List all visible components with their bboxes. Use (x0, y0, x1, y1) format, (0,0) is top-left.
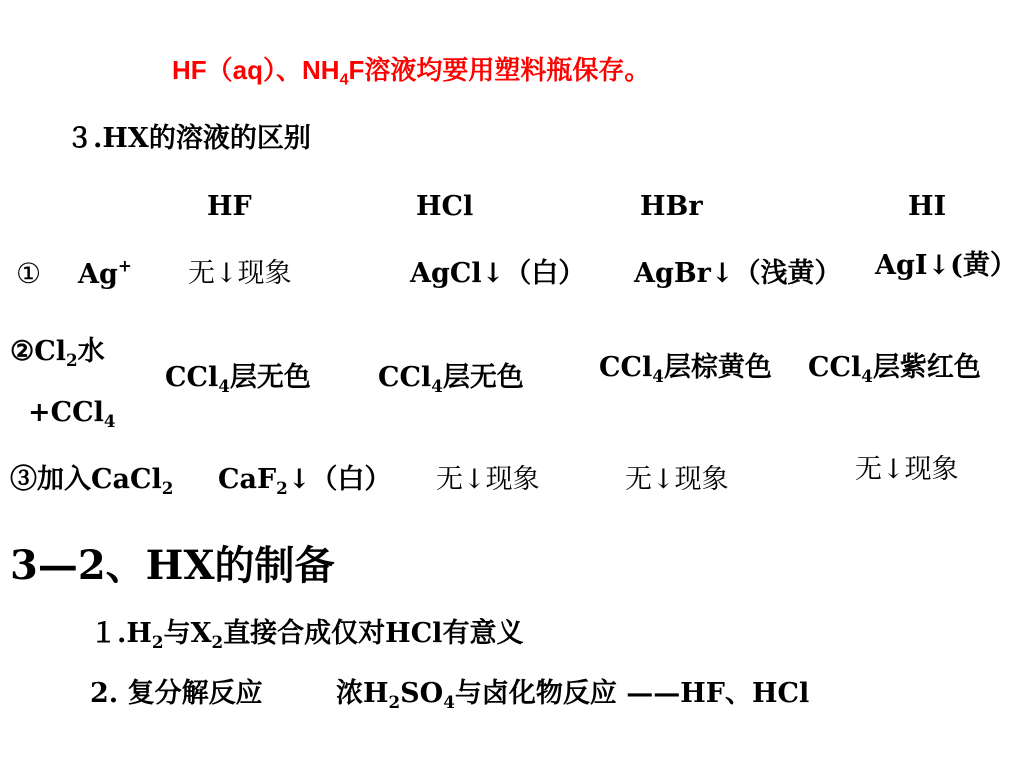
row2-hbr-pre: CCl (599, 352, 653, 383)
row2-hf-post: 层无色 (229, 362, 311, 393)
prep-item-1-mid: 与X (163, 618, 212, 649)
row3-hf-post: ↓（白） (287, 464, 392, 495)
row2-label-a-sub: 2 (65, 349, 78, 370)
row3-hf-pre: CaF (218, 464, 277, 495)
row2-hbr-post: 层棕黄色 (663, 352, 772, 383)
row2-hcl (378, 362, 524, 396)
storage-note (172, 55, 651, 89)
prep-item-2-sub2: 4 (443, 691, 455, 712)
row2-hbr-sub: 4 (652, 365, 664, 386)
section-3-title: ３.HX的溶液的区别 (66, 123, 311, 154)
prep-item-2-label: 2. 复分解反应 (90, 678, 263, 709)
row3-hf-sub: 2 (276, 477, 288, 498)
row3-hf (218, 464, 392, 498)
storage-note-sub: 4 (339, 70, 349, 89)
prep-item-2-desc (336, 678, 810, 712)
row2-hcl-post: 层无色 (442, 362, 524, 393)
row2-hf-sub: 4 (218, 375, 230, 396)
row2-label-a (10, 336, 105, 370)
header-hbr: HBr (640, 191, 703, 222)
row1-label: ① (16, 257, 42, 290)
row1-hcl: AgCl↓（白） (410, 258, 586, 289)
header-hcl: HCl (416, 191, 474, 222)
row3-hi: 无↓现象 (855, 454, 959, 485)
row1-reagent-text: Ag (78, 259, 118, 290)
prep-item-1-post: 直接合成仅对HCl有意义 (223, 618, 524, 649)
row3-hcl: 无↓现象 (436, 464, 540, 495)
row1-hf: 无↓现象 (188, 258, 292, 289)
row2-label-a-rest: 水 (77, 336, 105, 367)
header-hf: HF (207, 191, 252, 222)
row1-reagent-sup: + (117, 255, 132, 276)
row2-label-b-text: +CCl (28, 397, 104, 428)
row3-label-sub: 2 (161, 477, 174, 498)
prep-item-2-post: 与卤化物反应 ——HF、HCl (454, 678, 810, 709)
section-3-2-heading: 3—2、HX的制备 (10, 542, 335, 589)
row2-hi-pre: CCl (808, 352, 862, 383)
row2-label-a-text: ②Cl (10, 336, 66, 367)
prep-item-2-mid: SO (400, 678, 444, 709)
row3-hbr: 无↓现象 (625, 464, 729, 495)
header-hi: HI (908, 191, 947, 222)
row2-hi-sub: 4 (861, 365, 873, 386)
prep-item-2-b: 浓H (336, 678, 389, 709)
row3-label (10, 464, 174, 498)
storage-note-hf: HF（aq）、NH (172, 55, 340, 85)
row2-hbr (599, 352, 772, 386)
row3-label-text: ③加入CaCl (10, 464, 162, 495)
prep-item-2-sub1: 2 (388, 691, 401, 712)
row2-hf (165, 362, 311, 396)
prep-item-1-sub2: 2 (211, 631, 224, 652)
row2-hi (808, 352, 981, 386)
row2-hcl-sub: 4 (431, 375, 443, 396)
row2-label-b-sub: 4 (103, 410, 116, 431)
row1-reagent (78, 255, 132, 290)
row1-hi: AgI↓(黄） (875, 250, 1017, 281)
row2-hi-post: 层紫红色 (872, 352, 981, 383)
row2-hcl-pre: CCl (378, 362, 432, 393)
prep-item-1-pre: １.H (90, 618, 152, 649)
storage-note-rest: F溶液均要用塑料瓶保存。 (348, 55, 651, 85)
row1-hbr: AgBr↓（浅黄） (634, 258, 842, 289)
row2-label-b (28, 397, 116, 431)
prep-item-1 (90, 618, 524, 652)
row2-hf-pre: CCl (165, 362, 219, 393)
prep-item-1-sub1: 2 (151, 631, 164, 652)
